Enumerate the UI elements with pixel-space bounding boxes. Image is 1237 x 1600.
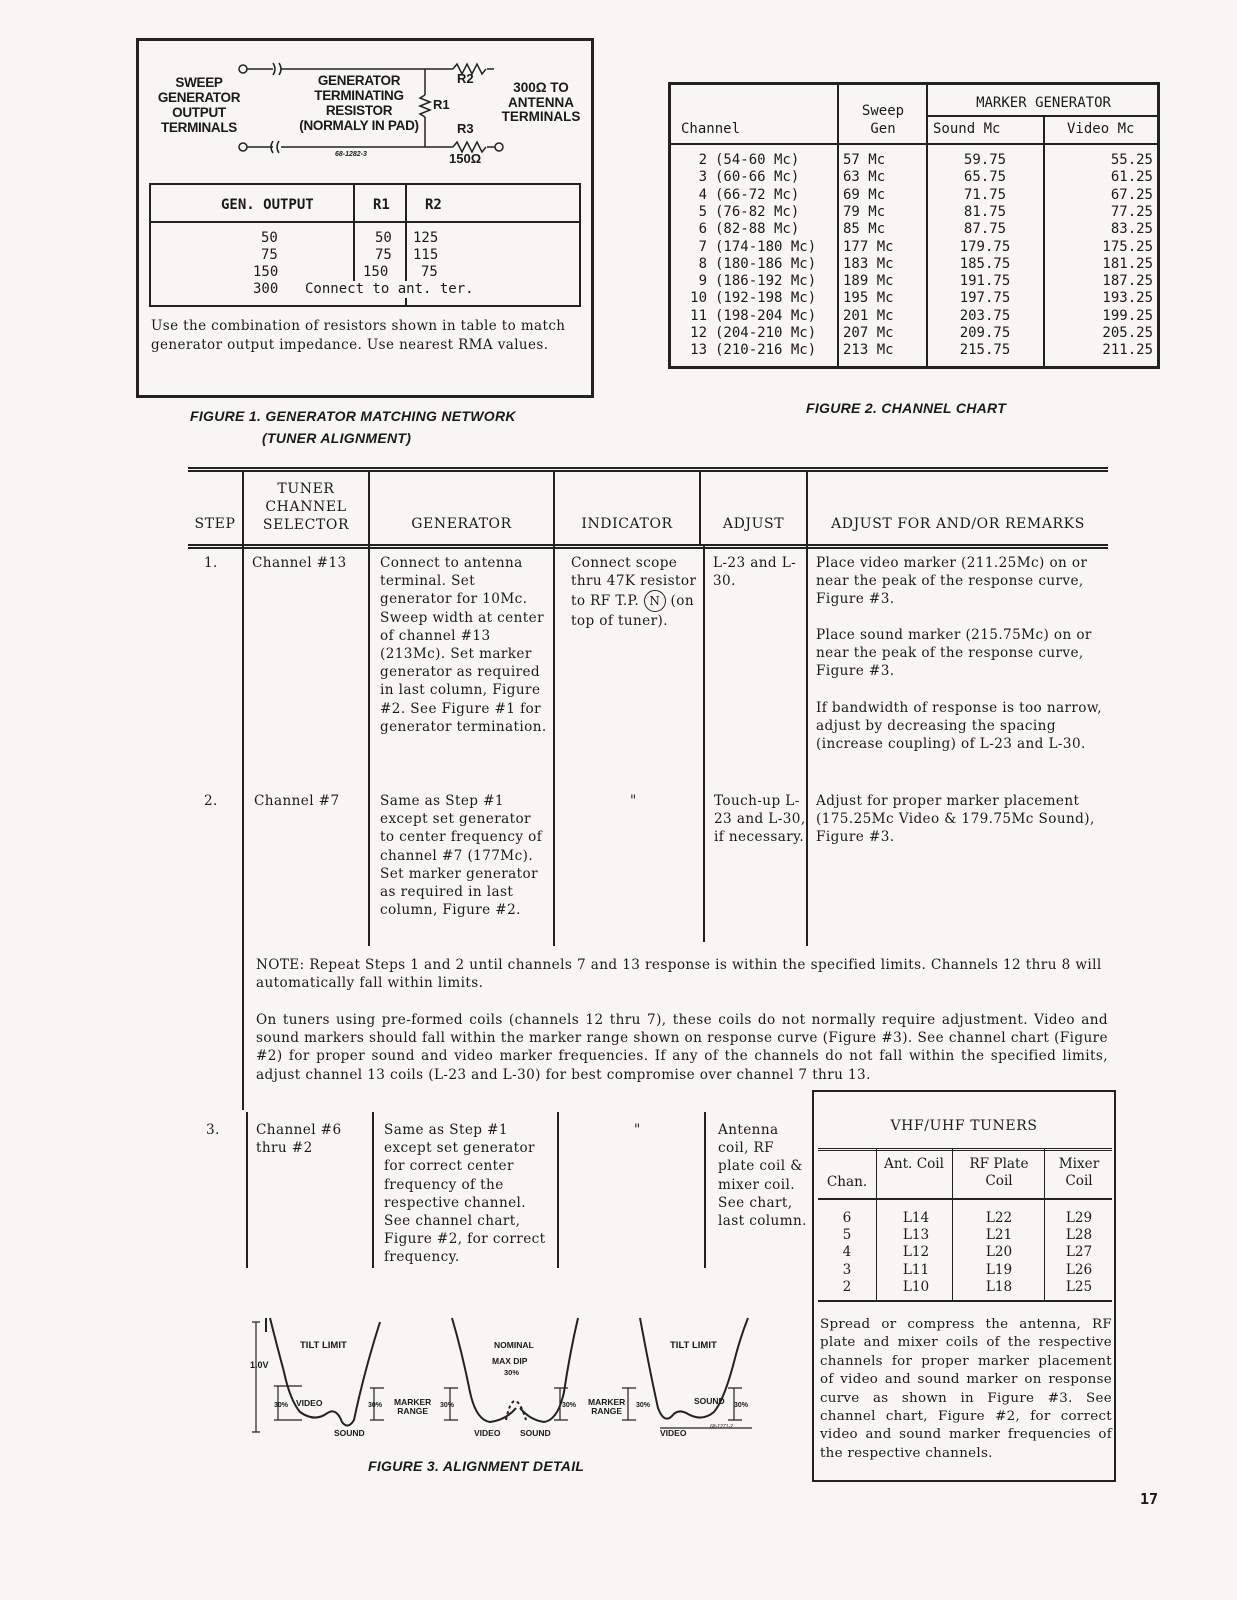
channel-row-cell: 2	[698, 152, 707, 168]
header-sweep: Sweep	[861, 103, 905, 119]
channel-row-cell: 13	[690, 342, 707, 359]
channel-row-cell: 12	[690, 325, 707, 341]
vhf-row-cell: L13	[902, 1227, 930, 1244]
step1-adjust: L-23 and L-30.	[713, 555, 797, 590]
row4-gen: 300	[253, 281, 279, 297]
channel-row-cell: 65.75	[963, 169, 1007, 186]
step1-selector: Channel #13	[252, 555, 347, 571]
channel-row-cell: (198-204 Mc)	[715, 307, 817, 324]
channel-row-cell: (54-60 Mc)	[715, 152, 800, 168]
channel-row-cell: 193.25	[1102, 290, 1153, 307]
header-sound: Sound Mc	[933, 121, 1001, 137]
pct-3: 30%	[440, 1402, 455, 1409]
row2-gen: 75	[261, 247, 278, 263]
figure1-note: Use the combination of resistors shown in table to match generator output impedance. Use nearest RMA values.	[151, 318, 566, 353]
vhf-row-cell: L28	[1065, 1227, 1093, 1244]
header-r1: R1	[373, 197, 390, 213]
channel-row-cell: 179.75	[959, 238, 1011, 255]
step3-number: 3.	[206, 1122, 220, 1138]
sound-center: SOUND	[520, 1428, 551, 1438]
channel-row-cell: (192-198 Mc)	[715, 290, 817, 307]
header-video: Video Mc	[1067, 121, 1135, 137]
row1-r1: 50	[375, 230, 392, 246]
note-repeat-steps: NOTE: Repeat Steps 1 and 2 until channels 7 and 13 response is within the specified limits. Channels 12 thru 8 will automatically fall within limits.	[256, 957, 1102, 992]
terminating-resistor-label: GENERATOR TERMINATING RESISTOR (NORMALY IN PAD)	[299, 73, 419, 133]
drawing-number: 68-1282-3	[335, 151, 367, 158]
channel-row-cell: 209.75	[959, 325, 1011, 341]
channel-row-cell: (180-186 Mc)	[715, 255, 817, 272]
channel-row-cell: 213 Mc	[843, 342, 894, 359]
channel-row-cell: 57 Mc	[843, 152, 886, 168]
tilt-limit-right: TILT LIMIT	[670, 1340, 717, 1351]
channel-row-cell: 67.25	[1110, 186, 1153, 203]
level-label: 1.0V	[250, 1360, 269, 1370]
pct-2: 30%	[368, 1402, 383, 1409]
antenna-terminals-label: 300Ω TO ANTENNA TERMINALS	[501, 80, 581, 124]
channel-row-cell: 7	[698, 238, 707, 255]
row3-r1: 150	[363, 264, 389, 280]
channel-row-cell: 10	[690, 290, 707, 307]
vhf-row-cell: L22	[985, 1210, 1013, 1226]
test-point-n: N	[644, 590, 666, 612]
channel-row-cell: (60-66 Mc)	[715, 169, 800, 186]
vhf-header-mixer: Mixer Coil	[1058, 1156, 1100, 1189]
channel-row-cell: 195 Mc	[843, 290, 894, 307]
row1-r2: 125	[413, 230, 439, 246]
channel-row-cell: (82-88 Mc)	[715, 221, 800, 238]
header-remarks: ADJUST FOR AND/OR REMARKS	[831, 516, 1085, 532]
channel-row-cell: 207 Mc	[843, 325, 894, 341]
channel-row-cell: 201 Mc	[843, 307, 894, 324]
video-center: VIDEO	[474, 1428, 501, 1438]
pct-6: 30%	[734, 1402, 749, 1409]
channel-row-cell: 81.75	[963, 203, 1007, 220]
channel-row-cell: 87.75	[963, 221, 1007, 238]
vhf-row-cell: L29	[1065, 1210, 1093, 1226]
header-r2: R2	[425, 197, 442, 213]
channel-row-cell: 85 Mc	[843, 221, 886, 238]
channel-row-cell: 199.25	[1102, 307, 1153, 324]
channel-row-cell: (186-192 Mc)	[715, 273, 817, 290]
vhf-header-chan: Chan.	[826, 1174, 868, 1190]
header-generator: GENERATOR	[411, 516, 512, 532]
row3-gen: 150	[253, 264, 279, 280]
channel-row-cell: 187.25	[1102, 273, 1153, 290]
alignment-detail-figure	[244, 1312, 764, 1442]
sweep-generator-label: SWEEP GENERATOR OUTPUT TERMINALS	[157, 75, 241, 135]
channel-row-cell: 183 Mc	[843, 255, 894, 272]
page-number: 17	[1140, 1490, 1159, 1508]
figure1-caption-sub: (TUNER ALIGNMENT)	[262, 430, 412, 446]
vhf-row-cell: L27	[1065, 1244, 1093, 1261]
pct-4: 30%	[562, 1402, 577, 1409]
vhf-row-cell: L26	[1065, 1261, 1093, 1278]
vhf-row-cell: L12	[902, 1244, 930, 1261]
channel-row-cell: 69 Mc	[843, 186, 886, 203]
vhf-row-cell: 4	[842, 1244, 852, 1261]
vhf-row-cell: L18	[985, 1278, 1013, 1295]
channel-row-cell: 63 Mc	[843, 169, 886, 186]
r2-label: R2	[457, 71, 474, 86]
response-curves	[244, 1312, 764, 1442]
vhf-row-cell: 6	[842, 1210, 852, 1226]
step3-adjust: Antenna coil, RF plate coil & mixer coil. See chart, last column.	[718, 1122, 807, 1230]
step1-number: 1.	[204, 555, 218, 571]
channel-row-cell: 77.25	[1110, 203, 1153, 220]
channel-row-cell: 203.75	[959, 307, 1011, 324]
channel-row-cell: (210-216 Mc)	[715, 342, 817, 359]
channel-row-cell: (204-210 Mc)	[715, 325, 817, 341]
vhf-header-ant: Ant. Coil	[884, 1156, 944, 1172]
vhf-title: VHF/UHF TUNERS	[890, 1118, 1038, 1134]
step3-indicator: "	[634, 1122, 641, 1138]
header-step: STEP	[194, 516, 236, 532]
vhf-row-cell: 3	[842, 1261, 852, 1278]
step2-generator: Same as Step #1 except set generator to center frequency of channel #7 (177Mc). Set marker generator as required in last column, Figure #2.	[380, 793, 543, 919]
channel-row-cell: (174-180 Mc)	[715, 238, 817, 255]
video-left: VIDEO	[296, 1398, 323, 1408]
vhf-row-cell: L19	[985, 1261, 1013, 1278]
marker-range-right: MARKER RANGE	[588, 1397, 626, 1416]
sound-right: SOUND	[694, 1396, 725, 1406]
note-preformed-coils: On tuners using pre-formed coils (channels 12 thru 7), these coils do not normally require adjustment. Video and sound markers should fall within the marker range shown on response curve (Figure #3). See channel chart (Figure #2) for proper sound and video marker frequencies. If any of the channels do not fall within the specified limits, adjust channel 13 coils (L-23 and L-30) for best compromise over channel 7 thru 13.	[256, 1012, 1108, 1083]
vhf-row-cell: L25	[1065, 1278, 1093, 1295]
row3-r2: 75	[421, 264, 438, 280]
channel-row-cell: (76-82 Mc)	[715, 203, 800, 220]
step1-generator: Connect to antenna terminal. Set generator for 10Mc. Sweep width at center of channel #13 (213Mc). Set marker generator as required in last column, Figure #2. See Figure #1 for generator termination.	[380, 555, 547, 735]
step1-remark-video: Place video marker (211.25Mc) on or near the peak of the response curve, Figure #3.	[816, 555, 1088, 608]
step3-selector: Channel #6 thru #2	[256, 1122, 342, 1157]
vhf-row-cell: 5	[842, 1227, 852, 1244]
channel-row-cell: 9	[698, 273, 707, 290]
step2-adjust: Touch-up L-23 and L-30, if necessary.	[714, 793, 806, 846]
sound-left: SOUND	[334, 1428, 365, 1438]
r3-value: 150Ω	[449, 151, 482, 166]
header-gen: Gen	[870, 121, 896, 137]
row4-connect: Connect to ant. ter.	[305, 281, 474, 297]
step3-generator: Same as Step #1 except set generator for correct center frequency of the respective channel. See channel chart, Figure #2, for correct frequency.	[384, 1122, 546, 1266]
pct-left: 30%	[274, 1402, 289, 1409]
channel-row-cell: 205.25	[1102, 325, 1153, 341]
header-adjust: ADJUST	[722, 516, 785, 532]
marker-range-left: MARKER RANGE	[394, 1397, 432, 1416]
channel-row-cell: 61.25	[1110, 169, 1153, 186]
row2-r1: 75	[375, 247, 392, 263]
video-right: VIDEO	[660, 1428, 687, 1438]
row2-r2: 115	[413, 247, 439, 263]
step2-number: 2.	[204, 793, 218, 809]
channel-row-cell: 79 Mc	[843, 203, 886, 220]
step1-remark-sound: Place sound marker (215.75Mc) on or near the peak of the response curve, Figure #3.	[816, 627, 1092, 680]
vhf-header-rf: RF Plate Coil	[969, 1156, 1029, 1189]
figure1-caption: FIGURE 1. GENERATOR MATCHING NETWORK	[190, 408, 516, 424]
channel-row-cell: 59.75	[963, 152, 1007, 168]
header-gen-output: GEN. OUTPUT	[221, 197, 314, 213]
nominal-label: NOMINAL	[494, 1340, 534, 1350]
step2-indicator: "	[630, 793, 637, 809]
vhf-row-cell: L20	[985, 1244, 1013, 1261]
pct-5: 30%	[636, 1402, 651, 1409]
step2-selector: Channel #7	[254, 793, 340, 809]
figure3-drawing-number: 68-1271-2	[710, 1424, 733, 1430]
r1-label: R1	[433, 97, 450, 112]
vhf-note: Spread or compress the antenna, RF plate and mixer coils of the respective channels for proper marker placement of video and sound marker on response curve as shown in Figure #3. See channel chart, Figure #2, for correct video and sound marker frequencies of the respective channels.	[820, 1317, 1112, 1461]
channel-row-cell: 71.75	[963, 186, 1007, 203]
vhf-row-cell: 2	[842, 1278, 852, 1295]
channel-row-cell: 175.25	[1102, 238, 1153, 255]
channel-row-cell: 8	[698, 255, 707, 272]
header-indicator: INDICATOR	[581, 516, 673, 532]
max-dip-label: MAX DIP	[492, 1356, 528, 1366]
channel-row-cell: 191.75	[959, 273, 1011, 290]
step1-indicator: Connect scope thru 47K resistor to RF T.P. N (on top of tuner).	[571, 555, 697, 630]
row1-gen: 50	[261, 230, 278, 246]
vhf-uhf-tuners-table	[812, 1090, 1116, 1482]
channel-row-cell: 197.75	[959, 290, 1011, 307]
figure3-caption: FIGURE 3. ALIGNMENT DETAIL	[368, 1458, 585, 1474]
channel-row-cell: 11	[690, 307, 707, 324]
channel-row-cell: 6	[698, 221, 707, 238]
step2-remark: Adjust for proper marker placement (175.25Mc Video & 179.75Mc Sound), Figure #3.	[816, 793, 1095, 846]
step1-remark-bandwidth: If bandwidth of response is too narrow, adjust by decreasing the spacing (increase coupling) of L-23 and L-30.	[816, 700, 1103, 753]
vhf-row-cell: L11	[902, 1261, 930, 1278]
channel-row-cell: 189 Mc	[843, 273, 894, 290]
channel-row-cell: 3	[698, 169, 707, 186]
channel-row-cell: 83.25	[1110, 221, 1153, 238]
max-dip-percent: 30%	[504, 1368, 520, 1377]
header-channel: Channel	[681, 121, 741, 137]
channel-row-cell: 215.75	[959, 342, 1011, 359]
channel-row-cell: 4	[698, 186, 707, 203]
r3-label: R3	[457, 121, 474, 136]
vhf-row-cell: L21	[985, 1227, 1013, 1244]
channel-row-cell: 5	[698, 203, 707, 220]
channel-row-cell: 185.75	[959, 255, 1011, 272]
tilt-limit-left: TILT LIMIT	[300, 1340, 347, 1351]
figure2-caption: FIGURE 2. CHANNEL CHART	[806, 400, 1007, 416]
channel-row-cell: 181.25	[1102, 255, 1153, 272]
vhf-row-cell: L10	[902, 1278, 930, 1295]
channel-row-cell: (66-72 Mc)	[715, 186, 800, 203]
header-tuner-selector: TUNER CHANNEL SELECTOR	[262, 481, 350, 533]
channel-row-cell: 177 Mc	[843, 238, 894, 255]
channel-row-cell: 211.25	[1102, 342, 1153, 359]
vhf-row-cell: L14	[902, 1210, 930, 1226]
channel-row-cell: 55.25	[1110, 152, 1153, 168]
header-marker-generator: MARKER GENERATOR	[976, 95, 1111, 111]
